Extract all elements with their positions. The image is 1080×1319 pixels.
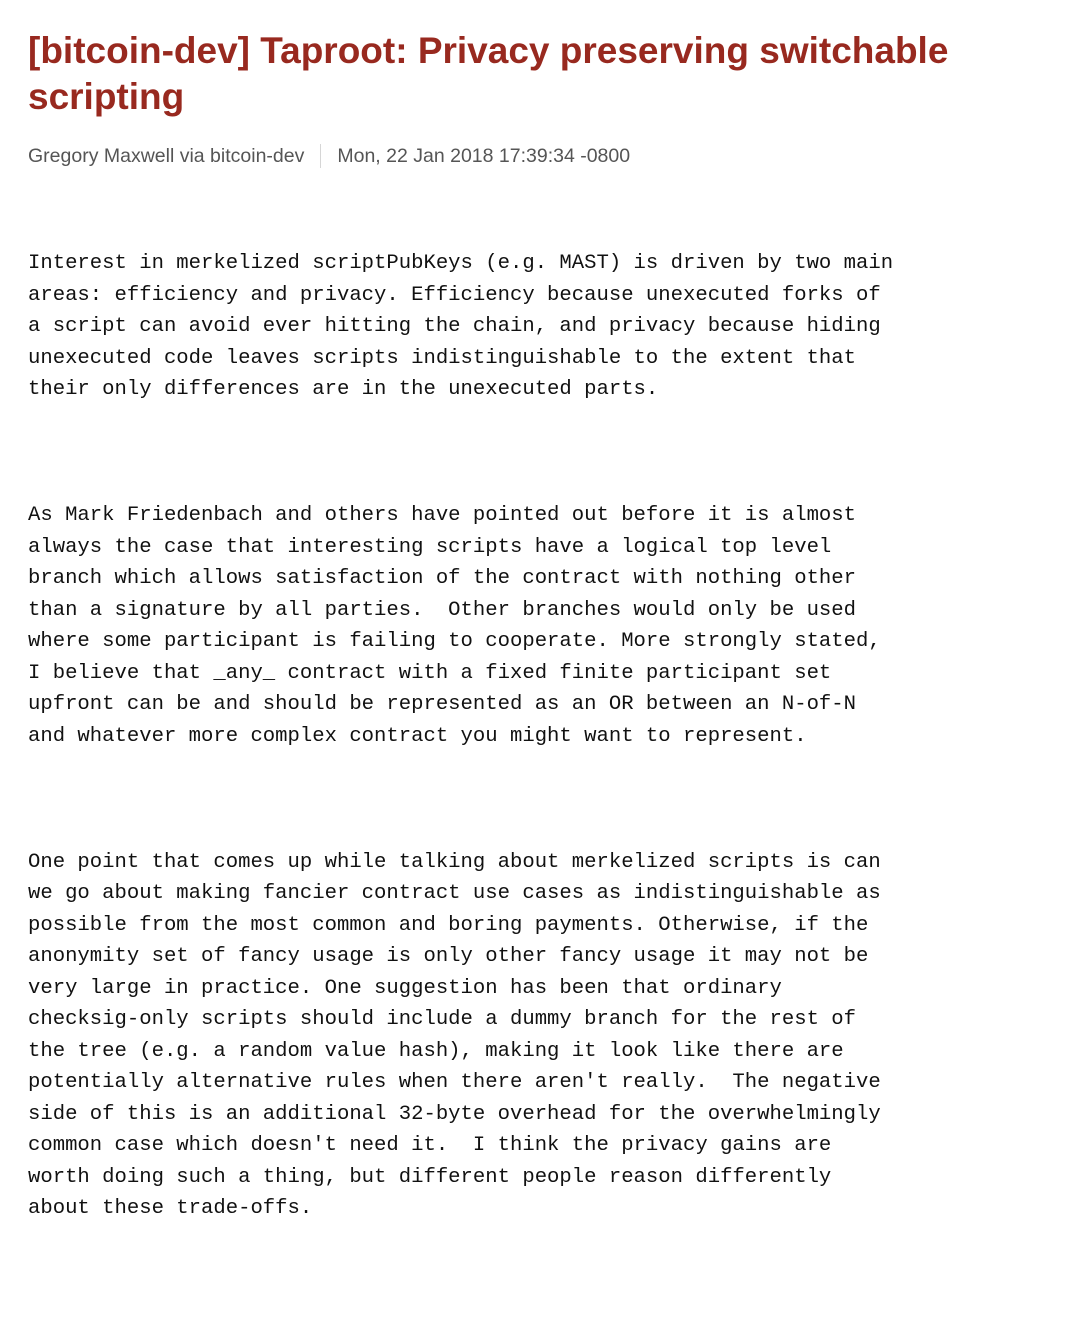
message-meta [28, 143, 1058, 169]
message-paragraph-1: Interest in merkelized scriptPubKeys (e.g. MAST) is driven by two main areas: efficiency and privacy. Efficiency because unexecuted forks of a script can avoid ever hitting the chain, and privacy because hiding unexecuted code leaves scripts indistinguishable to the extent that their only differences are in the unexecuted parts. [28, 252, 894, 401]
message-page [28, 28, 1058, 1319]
message-date: Mon, 22 Jan 2018 17:39:34 -0800 [337, 145, 631, 167]
message-paragraph-3: One point that comes up while talking about merkelized scripts is can we go about making fancier contract use cases as indistinguishable as possible from the most common and boring payments. Otherwise, if the anonymity set of fancy usage is only other fancy usage it may not be very large in practice. One suggestion has been that ordinary checksig-only scripts should include a dummy branch for the rest of the tree (e.g. a random value hash), making it look like there are potentially alternative rules when there aren't really. The negative side of this is an additional 32-byte overhead for the overwhelmingly common case which doesn't need it. I think the privacy gains are worth doing such a thing, but different people reason differently about these trade-offs. [28, 850, 881, 1220]
message-paragraph-2: As Mark Friedenbach and others have pointed out before it is almost always the case that interesting scripts have a logical top level branch which allows satisfaction of the contract with nothing other than a signature by all parties. Other branches would only be used where some participant is failing to cooperate. More strongly stated, I believe that _any_ contract with a fixed finite participant set upfront can be and should be represented as an OR between an N-of-N and whatever more complex contract you might want to represent. [28, 504, 881, 748]
meta-divider [320, 144, 321, 168]
message-author: Gregory Maxwell via bitcoin-dev [28, 145, 305, 167]
message-title: [bitcoin-dev] Taproot: Privacy preserving switchable scripting [28, 30, 949, 117]
message-body [28, 185, 1058, 1319]
